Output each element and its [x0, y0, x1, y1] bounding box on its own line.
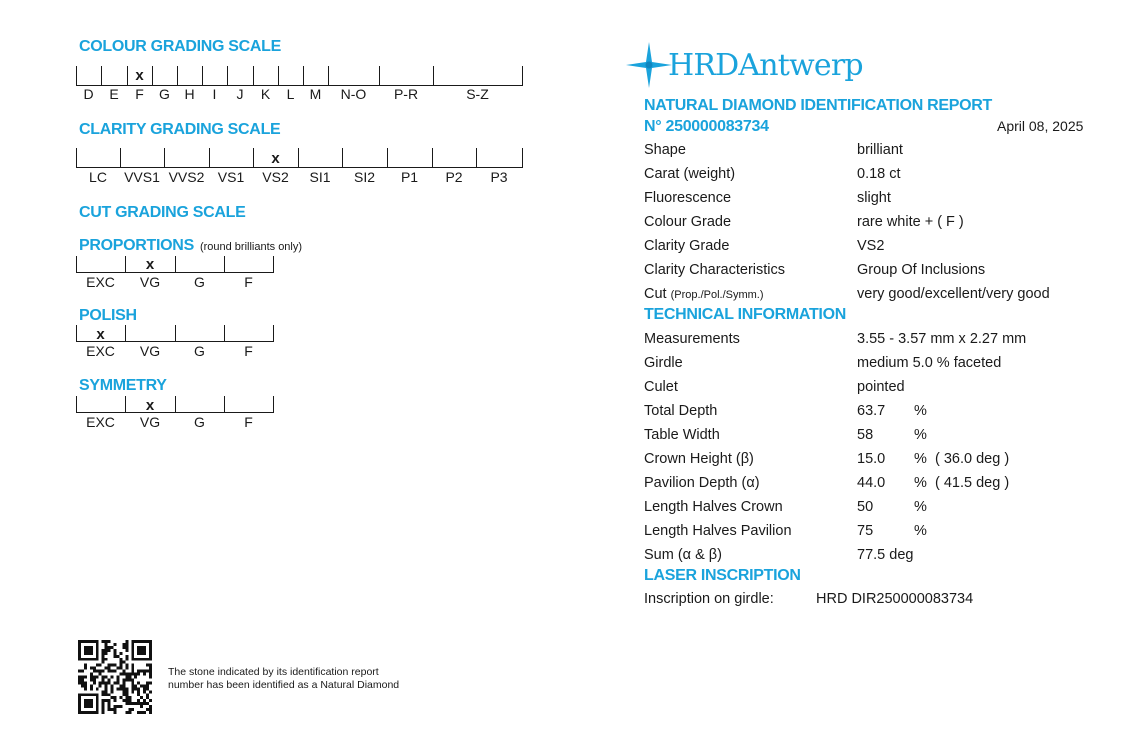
row-label: Length Halves Crown	[644, 499, 783, 515]
scale-tick	[273, 325, 274, 342]
row-value: pointed	[857, 379, 905, 395]
row-label: Measurements	[644, 331, 740, 347]
row-value: medium 5.0 % faceted	[857, 355, 1002, 371]
scale-grade-label: VG	[139, 414, 161, 430]
scale-grade-label: VS1	[217, 169, 245, 185]
scale-grade-label: J	[236, 86, 244, 102]
scale-tick	[125, 325, 126, 342]
row-label: Girdle	[644, 355, 683, 371]
inscription-label: Inscription on girdle:	[644, 591, 774, 607]
scale-tick	[202, 66, 203, 86]
scale-tick	[175, 396, 176, 413]
row-value: rare white + ( F )	[857, 214, 964, 230]
scale-tick	[164, 148, 165, 168]
scale-grade-label: L	[286, 86, 295, 102]
scale-grade-label: N-O	[340, 86, 367, 102]
scale-grade-label: EXC	[86, 414, 115, 430]
row-label: Total Depth	[644, 403, 718, 419]
scale-tick	[432, 148, 433, 168]
scale-tick	[379, 66, 380, 86]
hrd-antwerp-logo	[624, 38, 864, 96]
star-logo-icon	[624, 40, 674, 90]
colour-scale-title: COLOUR GRADING SCALE	[79, 38, 282, 55]
report-date: April 08, 2025	[997, 118, 1084, 134]
scale-grade-label: K	[260, 86, 271, 102]
report-number: N° 250000083734	[644, 118, 769, 135]
proportions-title	[79, 237, 302, 255]
row-value: VS2	[857, 238, 885, 254]
proportions-scale	[76, 256, 274, 292]
scale-grade-label: P3	[490, 169, 508, 185]
scale-grade-label: P2	[445, 169, 463, 185]
row-unit: %	[914, 427, 927, 443]
symmetry-title: SYMMETRY	[79, 377, 167, 394]
scale-grade-label: I	[212, 86, 217, 102]
scale-grade-label: VG	[139, 343, 161, 359]
scale-grade-label: SI2	[353, 169, 376, 185]
row-unit: %	[914, 475, 927, 491]
row-value: 63.7	[857, 403, 886, 419]
clarity-grading-scale	[76, 148, 524, 188]
row-value: 0.18 ct	[857, 166, 901, 182]
scale-tick	[76, 396, 77, 413]
brand-part1: HRD	[668, 48, 739, 83]
row-value: 44.0	[857, 475, 886, 491]
row-value: 77.5 deg	[857, 547, 914, 563]
symmetry-scale	[76, 396, 274, 432]
scale-grade-label: G	[194, 414, 205, 430]
scale-tick	[76, 66, 77, 86]
scale-tick	[177, 66, 178, 86]
row-label-note: (Prop./Pol./Symm.)	[670, 289, 764, 301]
scale-grade-label: E	[109, 86, 119, 102]
row-value: slight	[857, 190, 891, 206]
row-label: Fluorescence	[644, 190, 732, 206]
row-label: Colour Grade	[644, 214, 732, 230]
row-label: Crown Height (β)	[644, 451, 754, 467]
row-value: very good/excellent/very good	[857, 286, 1050, 302]
scale-tick	[273, 256, 274, 273]
scale-grade-label: M	[309, 86, 322, 102]
report-title: NATURAL DIAMOND IDENTIFICATION REPORT	[644, 97, 992, 114]
scale-tick	[224, 325, 225, 342]
row-value: 75	[857, 523, 874, 539]
scale-tick	[76, 325, 77, 342]
scale-tick	[76, 148, 77, 168]
scale-tick	[125, 256, 126, 273]
grade-mark: x	[96, 326, 105, 343]
scale-tick	[298, 148, 299, 168]
scale-tick	[224, 396, 225, 413]
scale-tick	[342, 148, 343, 168]
scale-tick	[224, 256, 225, 273]
brand-wordmark	[668, 48, 863, 83]
clarity-scale-title: CLARITY GRADING SCALE	[79, 121, 281, 138]
row-value: 50	[857, 499, 874, 515]
scale-tick	[175, 325, 176, 342]
cut-scale-title: CUT GRADING SCALE	[79, 204, 246, 221]
scale-tick	[273, 396, 274, 413]
scale-tick	[387, 148, 388, 168]
grade-mark: x	[145, 397, 155, 414]
row-extra: ( 41.5 deg )	[935, 475, 1010, 491]
grade-mark: x	[271, 150, 280, 167]
scale-grade-label: VG	[139, 274, 161, 290]
scale-tick	[125, 396, 126, 413]
row-label: Cut (Prop./Pol./Symm.)	[644, 286, 764, 302]
row-value: 15.0	[857, 451, 886, 467]
row-value: 3.55 - 3.57 mm x 2.27 mm	[857, 331, 1027, 347]
scale-tick	[522, 66, 523, 86]
scale-tick	[120, 148, 121, 168]
scale-grade-label: LC	[89, 169, 107, 185]
proportions-label: PROPORTIONS	[79, 237, 194, 254]
scale-tick	[152, 66, 153, 86]
row-label: Sum (α & β)	[644, 547, 722, 563]
proportions-note: (round brilliants only)	[199, 241, 303, 253]
polish-scale	[76, 325, 274, 361]
scale-tick	[522, 148, 523, 168]
row-extra: ( 36.0 deg )	[935, 451, 1010, 467]
technical-title: TECHNICAL INFORMATION	[644, 306, 846, 323]
scale-grade-label: F	[135, 86, 144, 102]
row-value: brilliant	[857, 142, 903, 158]
scale-grade-label: P-R	[393, 86, 419, 102]
scale-tick	[227, 66, 228, 86]
row-unit: %	[914, 523, 927, 539]
scale-grade-label: D	[83, 86, 94, 102]
scale-grade-label: VVS1	[124, 169, 160, 185]
grade-mark: x	[135, 67, 144, 84]
footer-note: The stone indicated by its identification report number has been identified as a Natural Diamond	[168, 666, 400, 691]
scale-tick	[476, 148, 477, 168]
row-label: Carat (weight)	[644, 166, 736, 182]
scale-tick	[433, 66, 434, 86]
scale-grade-label: EXC	[86, 343, 115, 359]
row-label: Table Width	[644, 427, 720, 443]
scale-tick	[328, 66, 329, 86]
row-label: Length Halves Pavilion	[644, 523, 792, 539]
scale-grade-label: SI1	[309, 169, 331, 185]
scale-grade-label: G	[194, 274, 205, 290]
scale-grade-label: S-Z	[466, 86, 489, 102]
scale-tick	[253, 66, 254, 86]
laser-title: LASER INSCRIPTION	[644, 567, 801, 584]
row-label: Culet	[644, 379, 678, 395]
scale-grade-label: G	[159, 86, 170, 102]
brand-part2: Antwerp	[738, 48, 863, 83]
scale-tick	[127, 66, 128, 86]
scale-grade-label: EXC	[86, 274, 115, 290]
qr-code-icon	[78, 640, 152, 714]
scale-tick	[76, 256, 77, 273]
scale-grade-label: F	[244, 274, 253, 290]
scale-grade-label: VS2	[262, 169, 289, 185]
row-value: 58	[857, 427, 874, 443]
row-value: Group Of Inclusions	[857, 262, 986, 278]
scale-grade-label: F	[244, 414, 253, 430]
row-unit: %	[914, 451, 927, 467]
scale-tick	[278, 66, 279, 86]
scale-tick	[175, 256, 176, 273]
grade-mark: x	[145, 256, 155, 273]
scale-tick	[253, 148, 254, 168]
inscription-value: HRD DIR250000083734	[816, 591, 974, 607]
row-label: Pavilion Depth (α)	[644, 475, 760, 491]
row-label: Shape	[644, 142, 686, 158]
scale-baseline	[76, 167, 523, 168]
scale-tick	[303, 66, 304, 86]
row-label: Clarity Grade	[644, 238, 730, 254]
row-label: Clarity Characteristics	[644, 262, 785, 278]
colour-grading-scale	[76, 66, 524, 106]
scale-grade-label: G	[194, 343, 205, 359]
row-unit: %	[914, 403, 927, 419]
scale-grade-label: F	[244, 343, 253, 359]
scale-tick	[101, 66, 102, 86]
polish-title: POLISH	[79, 307, 137, 324]
scale-tick	[209, 148, 210, 168]
row-unit: %	[914, 499, 927, 515]
scale-grade-label: H	[184, 86, 195, 102]
scale-grade-label: VVS2	[168, 169, 205, 185]
scale-grade-label: P1	[400, 169, 419, 185]
